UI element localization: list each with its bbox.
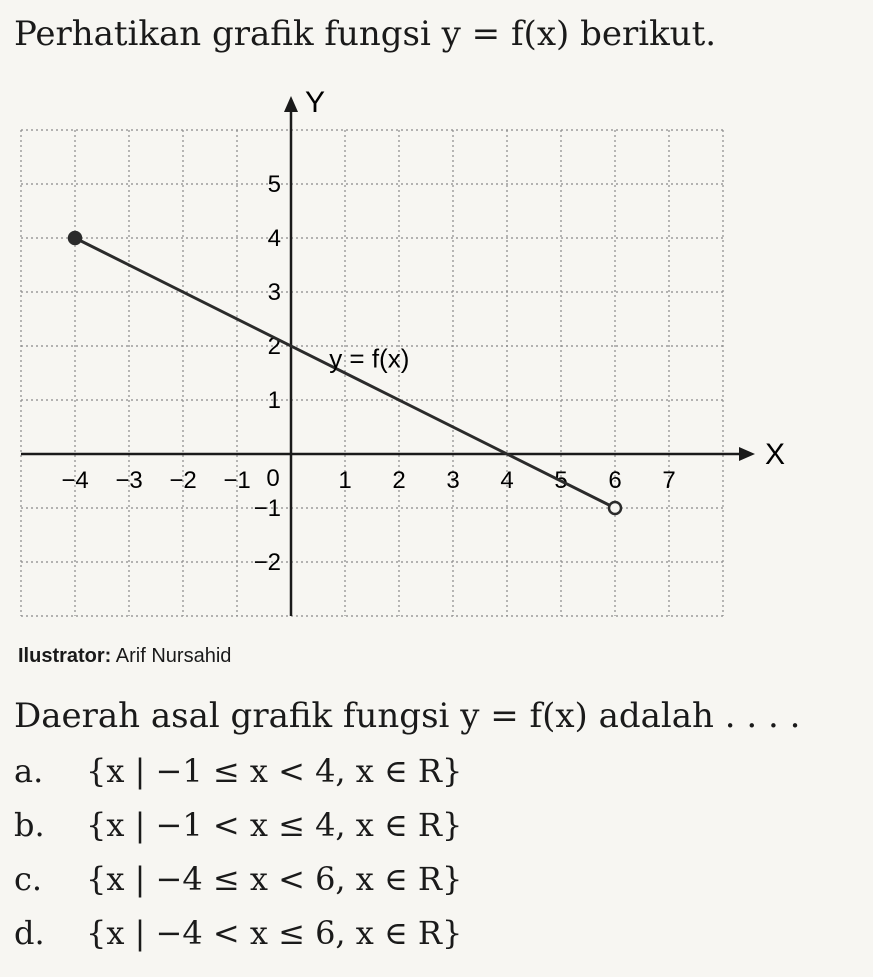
x-tick-label: 4 bbox=[500, 467, 514, 494]
x-tick-label: 3 bbox=[446, 467, 460, 494]
y-tick-label: −1 bbox=[253, 495, 281, 522]
coordinate-plane bbox=[0, 80, 873, 640]
x-tick-label: −2 bbox=[169, 467, 197, 494]
x-tick-label: −3 bbox=[115, 467, 143, 494]
x-tick-label: 7 bbox=[662, 467, 676, 494]
option-text: {x | −4 ≤ x < 6, x ∈ R} bbox=[86, 860, 463, 898]
question-prompt: Daerah asal grafik fungsi y = f(x) adalah . . . . bbox=[14, 696, 801, 736]
start-point-closed bbox=[69, 232, 81, 244]
y-tick-label: 3 bbox=[267, 279, 281, 306]
end-point-open bbox=[609, 502, 621, 514]
credit-label: Ilustrator: bbox=[18, 645, 112, 667]
option-a[interactable] bbox=[14, 752, 462, 806]
option-b[interactable] bbox=[14, 806, 462, 860]
curve-label: y = f(x) bbox=[329, 343, 410, 374]
credit-name: Arif Nursahid bbox=[115, 645, 232, 667]
x-tick-label: 5 bbox=[554, 467, 568, 494]
illustrator-credit bbox=[18, 645, 231, 668]
y-tick-label: −2 bbox=[253, 549, 281, 576]
y-axis-label: Y bbox=[305, 86, 326, 119]
option-d[interactable] bbox=[14, 914, 462, 968]
option-letter: b. bbox=[14, 806, 45, 844]
x-tick-label: 1 bbox=[338, 467, 352, 494]
x-tick-label: −1 bbox=[223, 467, 251, 494]
origin-label: 0 bbox=[266, 465, 280, 492]
question-text: Perhatikan grafik fungsi y = f(x) berikut. bbox=[14, 14, 717, 54]
option-text: {x | −4 < x ≤ 6, x ∈ R} bbox=[86, 914, 463, 952]
x-tick-label: 6 bbox=[608, 467, 622, 494]
y-tick-label: 1 bbox=[267, 387, 281, 414]
x-tick-label: 2 bbox=[392, 467, 406, 494]
y-tick-label: 2 bbox=[267, 333, 281, 360]
option-text: {x | −1 ≤ x < 4, x ∈ R} bbox=[86, 752, 463, 790]
y-tick-label: 5 bbox=[267, 171, 281, 198]
y-axis-arrow bbox=[284, 96, 298, 112]
y-tick-label: 4 bbox=[267, 225, 281, 252]
function-graph bbox=[0, 80, 873, 640]
option-c[interactable] bbox=[14, 860, 462, 914]
x-axis-label: X bbox=[765, 438, 786, 471]
option-letter: a. bbox=[14, 752, 44, 790]
option-letter: c. bbox=[14, 860, 43, 898]
x-axis-arrow bbox=[739, 447, 755, 461]
option-text: {x | −1 < x ≤ 4, x ∈ R} bbox=[86, 806, 463, 844]
option-letter: d. bbox=[14, 914, 45, 952]
answer-options bbox=[14, 752, 462, 968]
x-tick-label: −4 bbox=[61, 467, 89, 494]
